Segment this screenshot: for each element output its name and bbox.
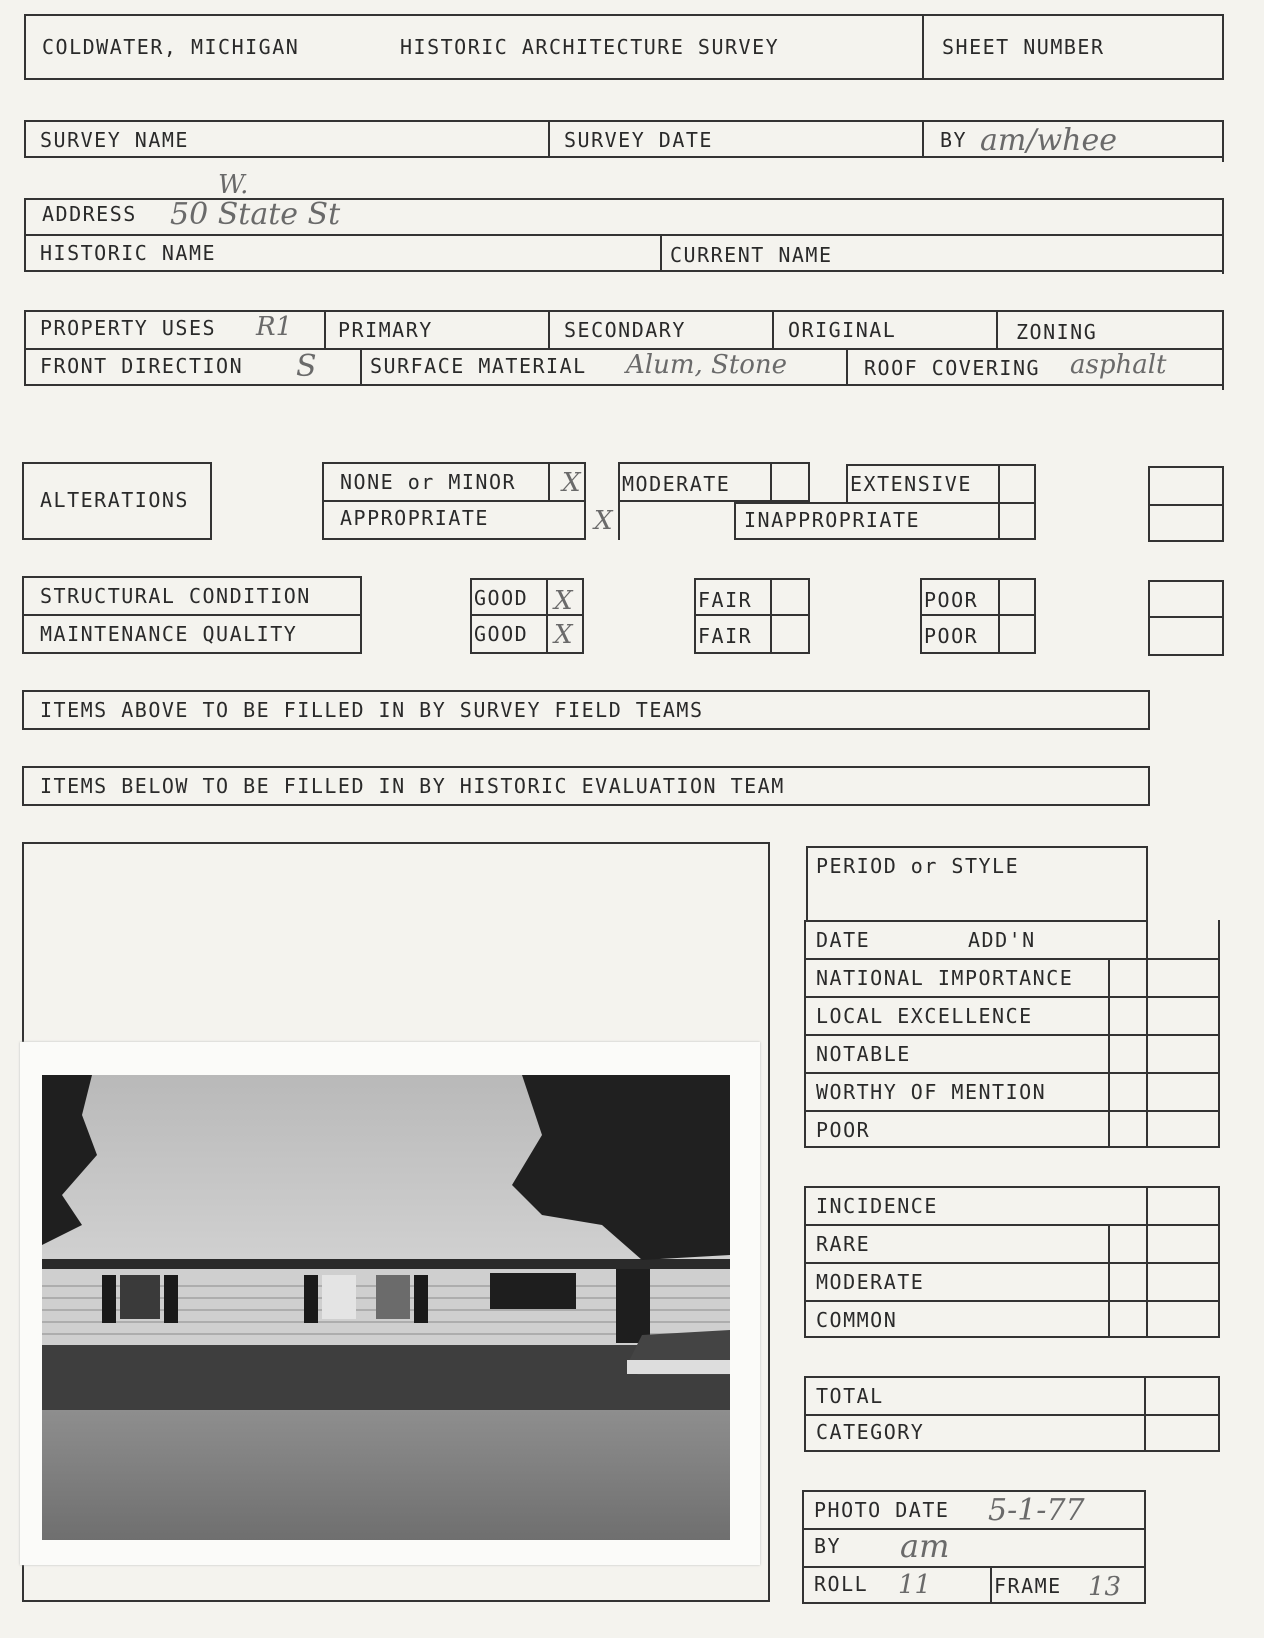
names-divider bbox=[660, 234, 662, 272]
poor-check-divider bbox=[998, 578, 1000, 654]
photo-info-line-1 bbox=[802, 1528, 1146, 1530]
city-label: COLDWATER, MICHIGAN bbox=[42, 35, 300, 59]
evaluation-row-poor: POOR bbox=[816, 1118, 871, 1142]
original-label: ORIGINAL bbox=[788, 318, 897, 342]
incidence-row-line-3 bbox=[804, 1300, 1220, 1302]
property-uses-value: R1 bbox=[256, 312, 293, 342]
totals-score-divider bbox=[1144, 1376, 1146, 1452]
address-label: ADDRESS bbox=[42, 202, 137, 226]
address-value: 50 State St bbox=[170, 197, 341, 232]
incidence-label: INCIDENCE bbox=[816, 1194, 938, 1218]
survey-by-label: BY bbox=[940, 128, 968, 152]
category-label: CATEGORY bbox=[816, 1420, 925, 1444]
alterations-score-divider bbox=[1148, 504, 1224, 506]
below-note: ITEMS BELOW TO BE FILLED IN BY HISTORIC EVALUATION TEAM bbox=[40, 774, 785, 798]
structural-fair-label: FAIR bbox=[698, 588, 753, 612]
maintenance-good-mark: X bbox=[554, 620, 573, 650]
maintenance-poor-label: POOR bbox=[924, 624, 979, 648]
roll-label: ROLL bbox=[814, 1572, 869, 1596]
front-direction-label: FRONT DIRECTION bbox=[40, 354, 244, 378]
structural-good-mark: X bbox=[554, 586, 573, 616]
none-minor-label: NONE or MINOR bbox=[340, 470, 517, 494]
survey-divider-1 bbox=[548, 120, 550, 158]
maintenance-fair-label: FAIR bbox=[698, 624, 753, 648]
condition-score-box bbox=[1148, 580, 1224, 656]
extensive-label: EXTENSIVE bbox=[850, 472, 972, 496]
none-minor-mark: X bbox=[562, 468, 581, 498]
evaluation-row-worthy: WORTHY OF MENTION bbox=[816, 1080, 1047, 1104]
roof-covering-value: asphalt bbox=[1070, 350, 1167, 380]
good-check-divider bbox=[546, 578, 548, 654]
address-right-edge bbox=[1222, 198, 1224, 274]
below-note-right bbox=[1148, 766, 1150, 806]
evaluation-row-notable: NOTABLE bbox=[816, 1042, 911, 1066]
incidence-moderate: MODERATE bbox=[816, 1270, 925, 1294]
front-divider-2 bbox=[846, 348, 848, 386]
photo-info-line-2 bbox=[802, 1566, 1146, 1568]
condition-score-divider bbox=[1148, 616, 1224, 618]
secondary-label: SECONDARY bbox=[564, 318, 686, 342]
structural-good-label: GOOD bbox=[474, 586, 529, 610]
maintenance-quality-label: MAINTENANCE QUALITY bbox=[40, 622, 298, 646]
surface-material-label: SURFACE MATERIAL bbox=[370, 354, 587, 378]
evaluation-row-line-5 bbox=[804, 1110, 1220, 1112]
moderate-label: MODERATE bbox=[622, 472, 731, 496]
zoning-label: ZONING bbox=[1016, 320, 1098, 344]
fair-check-divider bbox=[770, 578, 772, 654]
evaluation-row-line-3 bbox=[804, 1034, 1220, 1036]
incidence-rare: RARE bbox=[816, 1232, 871, 1256]
above-note-right bbox=[1148, 690, 1150, 730]
address-insert: W. bbox=[218, 170, 249, 200]
evaluation-row-local: LOCAL EXCELLENCE bbox=[816, 1004, 1033, 1028]
moderate-check-divider bbox=[770, 462, 772, 502]
incidence-row-line-2 bbox=[804, 1262, 1220, 1264]
incidence-score-divider-2 bbox=[1146, 1186, 1148, 1338]
house-photo-image bbox=[42, 1075, 730, 1540]
none-minor-check-divider bbox=[548, 462, 550, 502]
above-note: ITEMS ABOVE TO BE FILLED IN BY SURVEY FIELD TEAMS bbox=[40, 698, 704, 722]
front-direction-value: S bbox=[296, 349, 317, 384]
evaluation-row-national: NATIONAL IMPORTANCE bbox=[816, 966, 1074, 990]
photo-by-value: am bbox=[900, 1527, 950, 1565]
sheet-number-label: SHEET NUMBER bbox=[942, 35, 1105, 59]
photo-date-label: PHOTO DATE bbox=[814, 1498, 950, 1522]
photo-date-value: 5-1-77 bbox=[988, 1493, 1085, 1528]
survey-name-label: SURVEY NAME bbox=[40, 128, 189, 152]
house-photo bbox=[42, 1075, 730, 1540]
totals-row-line bbox=[804, 1414, 1220, 1416]
photo-by-label: BY bbox=[814, 1534, 842, 1558]
incidence-row-line-1 bbox=[804, 1224, 1220, 1226]
survey-title: HISTORIC ARCHITECTURE SURVEY bbox=[400, 35, 780, 59]
total-label: TOTAL bbox=[816, 1384, 884, 1408]
front-divider-1 bbox=[360, 348, 362, 386]
appropriate-mark: X bbox=[594, 506, 613, 536]
evaluation-row-line-2 bbox=[804, 996, 1220, 998]
roof-covering-label: ROOF COVERING bbox=[864, 356, 1041, 380]
uses-divider-4 bbox=[996, 310, 998, 348]
period-style-label: PERIOD or STYLE bbox=[816, 854, 1020, 878]
uses-divider-2 bbox=[548, 310, 550, 348]
roll-frame-divider bbox=[990, 1566, 992, 1604]
surface-material-value: Alum, Stone bbox=[626, 350, 788, 380]
primary-label: PRIMARY bbox=[338, 318, 433, 342]
addn-label: ADD'N bbox=[968, 928, 1036, 952]
structural-poor-label: POOR bbox=[924, 588, 979, 612]
current-name-label: CURRENT NAME bbox=[670, 243, 833, 267]
inappropriate-label: INAPPROPRIATE bbox=[744, 508, 921, 532]
property-row-divider bbox=[24, 348, 1224, 350]
survey-date-label: SURVEY DATE bbox=[564, 128, 713, 152]
structural-condition-label: STRUCTURAL CONDITION bbox=[40, 584, 311, 608]
condition-label-divider bbox=[22, 614, 362, 616]
date-label: DATE bbox=[816, 928, 871, 952]
evaluation-score-divider bbox=[1108, 958, 1110, 1148]
evaluation-row-line-4 bbox=[804, 1072, 1220, 1074]
incidence-score-divider bbox=[1108, 1224, 1110, 1338]
roll-value: 11 bbox=[898, 1570, 932, 1600]
uses-divider-1 bbox=[324, 310, 326, 348]
poor-divider bbox=[920, 614, 1036, 616]
incidence-common: COMMON bbox=[816, 1308, 898, 1332]
frame-value: 13 bbox=[1088, 1572, 1122, 1602]
alterations-label: ALTERATIONS bbox=[40, 488, 189, 512]
address-row-divider bbox=[24, 234, 1224, 236]
header-divider bbox=[922, 14, 924, 80]
evaluation-row-line-1 bbox=[804, 958, 1220, 960]
survey-right-edge bbox=[1222, 120, 1224, 162]
fair-divider bbox=[694, 614, 810, 616]
frame-label: FRAME bbox=[994, 1574, 1062, 1598]
uses-divider-3 bbox=[772, 310, 774, 348]
survey-by-value: am/whee bbox=[980, 123, 1117, 158]
appropriate-label: APPROPRIATE bbox=[340, 506, 489, 530]
property-right-edge bbox=[1222, 310, 1224, 390]
survey-divider-2 bbox=[922, 120, 924, 158]
property-uses-label: PROPERTY USES bbox=[40, 316, 217, 340]
historic-name-label: HISTORIC NAME bbox=[40, 241, 217, 265]
maintenance-good-label: GOOD bbox=[474, 622, 529, 646]
